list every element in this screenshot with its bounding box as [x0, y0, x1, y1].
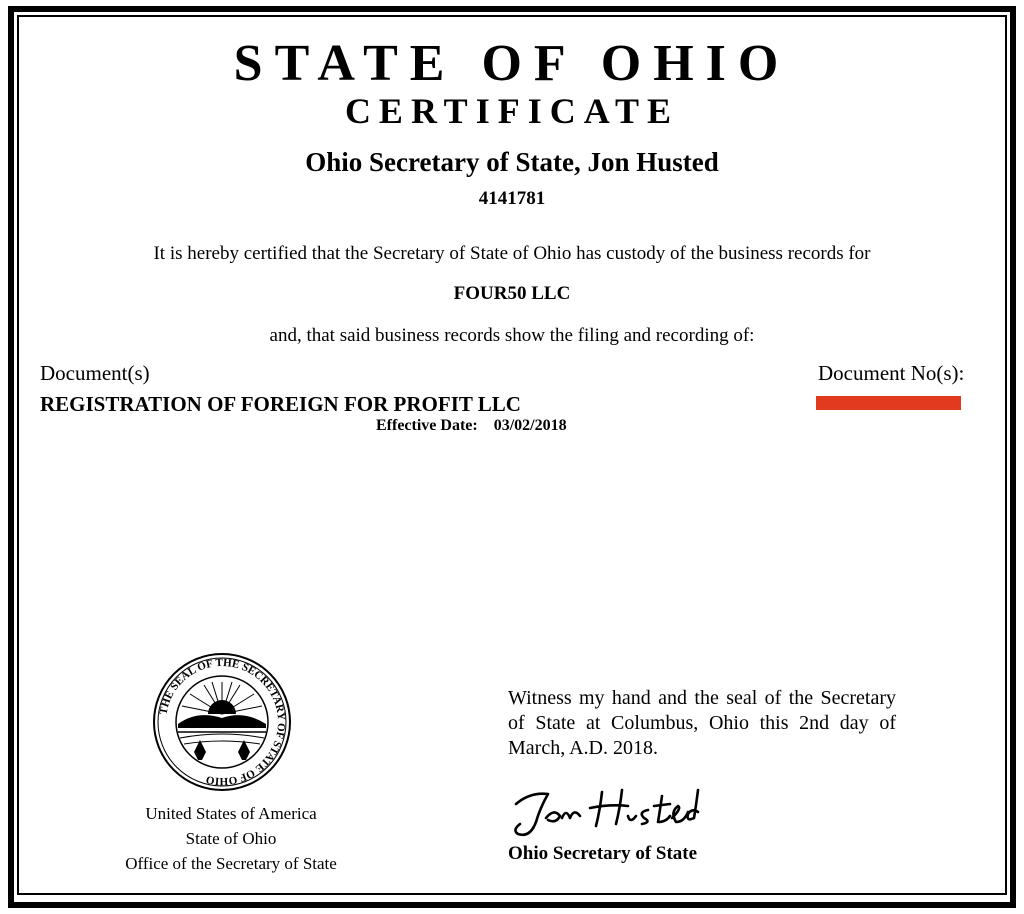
certification-intro: It is hereby certified that the Secretary of State of Ohio has custody of the business records for	[153, 243, 871, 264]
company-name: FOUR50 LLC	[453, 283, 571, 304]
document-number-redaction	[816, 396, 961, 410]
effective-date-value: 03/02/2018	[493, 417, 567, 434]
certificate-subtitle: CERTIFICATE	[344, 91, 680, 131]
secretary-line: Ohio Secretary of State, Jon Husted	[305, 147, 719, 177]
effective-date-label: Effective Date:	[376, 417, 478, 434]
certificate-title: STATE OF OHIO	[233, 35, 791, 92]
state-seal-image	[152, 652, 292, 792]
seal-ring-text: THE SEAL OF THE SECRETARY OF STATE OF OHIO	[157, 656, 288, 788]
documents-header-right: Document No(s):	[818, 361, 965, 385]
charter-number: 4141781	[478, 188, 546, 209]
document-name: REGISTRATION OF FOREIGN FOR PROFIT LLC	[40, 392, 521, 416]
witness-statement: Witness my hand and the seal of the Secretary of State at Columbus, Ohio this 2nd day of March, A.D. 2018.	[508, 687, 896, 759]
office-line-office: Office of the Secretary of State	[125, 854, 337, 873]
office-line-country: United States of America	[145, 804, 317, 823]
records-line: and, that said business records show the filing and recording of:	[269, 325, 755, 346]
documents-header-left: Document(s)	[40, 361, 150, 385]
handwritten-signature	[510, 778, 710, 844]
office-line-state: State of Ohio	[185, 829, 277, 848]
effective-date-row	[376, 416, 567, 436]
signer-title: Ohio Secretary of State	[508, 843, 698, 864]
